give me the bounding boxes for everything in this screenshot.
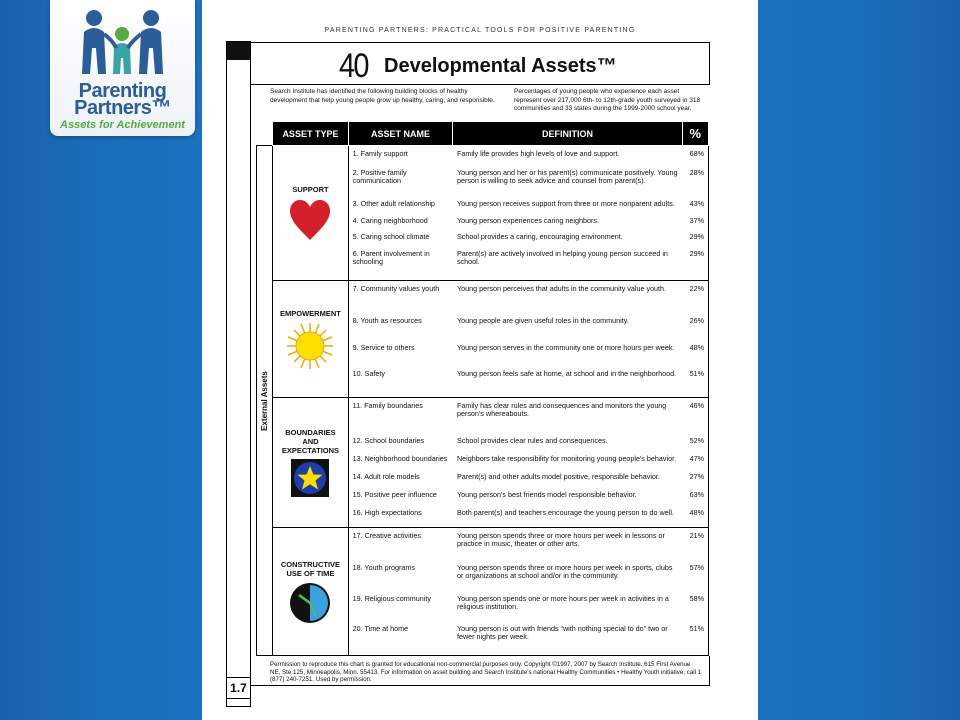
asset-percent: 47%	[682, 454, 709, 472]
asset-definition: School provides a caring, encouraging environment.	[456, 232, 623, 242]
asset-name: 3. Other adult relationship	[352, 198, 435, 208]
logo	[50, 0, 195, 136]
asset-name: 2. Positive family communication	[352, 168, 407, 186]
asset-percent: 46%	[682, 397, 709, 436]
asset-definition: Young person feels safe at home, at school and in the neighborhood.	[456, 369, 677, 379]
asset-name: 14. Adult role models	[352, 471, 420, 481]
title-number: 40	[339, 47, 368, 85]
header-asset-type: ASSET TYPE	[273, 122, 348, 146]
table-row	[257, 281, 709, 317]
asset-type-empowerment	[273, 281, 348, 397]
asset-name: 18. Youth programs	[352, 563, 415, 573]
asset-definition: Parent(s) and other adults model positive, responsible behavior.	[456, 471, 660, 481]
asset-name: 8. Youth as resources	[352, 316, 422, 326]
table-row	[257, 397, 709, 436]
title-box	[251, 42, 710, 85]
intro-left: Search Institute has identified the following building blocks of healthy development that help young people grow up healthy, caring, and responsible.	[270, 88, 495, 104]
asset-name: 5. Caring school climate	[352, 232, 430, 242]
asset-name: 1. Family support	[352, 149, 408, 158]
asset-type-support	[273, 146, 348, 281]
asset-percent: 57%	[682, 563, 709, 593]
asset-definition: Young person serves in the community one or more hours per week.	[456, 342, 675, 352]
header-asset-name: ASSET NAME	[348, 122, 453, 146]
asset-type-label: CONSTRUCTIVE USE OF TIME	[280, 559, 341, 578]
blank-header	[257, 122, 273, 146]
asset-percent: 27%	[682, 472, 709, 490]
heart-icon	[288, 198, 332, 242]
table-row	[257, 527, 709, 563]
asset-name: 15. Positive peer influence	[352, 489, 437, 499]
asset-definition: Young person receives support from three or more nonparent adults.	[456, 198, 675, 208]
assets-table	[256, 121, 709, 656]
asset-definition: Young person spends one or more hours per week in activities in a religious institution.	[456, 593, 669, 611]
side-label: External Assets	[259, 370, 269, 431]
asset-percent: 48%	[682, 343, 709, 369]
asset-percent: 29%	[682, 249, 709, 280]
asset-percent: 52%	[682, 436, 709, 454]
asset-name: 11. Family boundaries	[352, 400, 423, 410]
asset-name: 17. Creative activities	[352, 530, 421, 540]
asset-definition: Young person spends three or more hours per week in sports, clubs or organizations at school and/or in the community.	[456, 563, 673, 581]
sun-icon	[286, 322, 334, 370]
header-percent: %	[682, 122, 709, 146]
asset-definition: Young person experiences caring neighbors.	[456, 215, 599, 225]
asset-percent: 63%	[682, 490, 709, 508]
asset-name: 16. High expectations	[352, 508, 422, 518]
asset-name: 10. Safety	[352, 369, 385, 379]
asset-definition: Young person and her or his parent(s) communicate positively. Young person is willing to seek advice and counsel from parent(s).	[456, 168, 678, 186]
header-definition: DEFINITION	[453, 122, 682, 146]
asset-definition: Young person spends three or more hours per week in lessons or practice in music, theater or other arts.	[456, 530, 665, 548]
logo-tagline: Assets for Achievement	[60, 119, 185, 131]
page-number: 1.7	[226, 677, 251, 699]
asset-percent: 43%	[682, 199, 709, 216]
asset-definition: School provides clear rules and consequences.	[456, 435, 608, 445]
asset-type-boundaries	[273, 397, 348, 527]
asset-definition: Neighbors take responsibility for monitoring young people's behavior.	[456, 453, 677, 463]
asset-definition: Young people are given useful roles in the community.	[456, 316, 629, 326]
clock-icon	[289, 582, 331, 624]
asset-definition: Both parent(s) and teachers encourage the young person to do well.	[456, 508, 674, 518]
asset-type-time	[273, 527, 348, 655]
asset-name: 12. School boundaries	[352, 435, 425, 445]
asset-type-label: BOUNDARIES AND EXPECTATIONS	[281, 428, 340, 456]
asset-percent: 37%	[682, 216, 709, 233]
asset-name: 7. Community values youth	[352, 284, 440, 294]
asset-type-label: SUPPORT	[292, 185, 329, 195]
asset-definition: Family life provides high levels of love and support.	[456, 149, 620, 158]
asset-name: 4. Caring neighborhood	[352, 215, 428, 225]
asset-definition: Young person perceives that adults in the community value youth.	[456, 284, 667, 294]
asset-percent: 21%	[682, 527, 709, 563]
asset-percent: 68%	[682, 146, 709, 169]
asset-name: 9. Service to others	[352, 342, 415, 352]
intro-right: Percentages of young people who experience each asset represent over 217,000 6th- to 12th-grade youth surveyed in 318 communities and 33 states during the 1999-2000 school year.	[514, 88, 701, 113]
logo-word-parenting: Parenting	[78, 80, 167, 102]
asset-name: 13. Neighborhood boundaries	[352, 453, 448, 463]
asset-percent: 26%	[682, 316, 709, 342]
asset-type-label: EMPOWERMENT	[280, 308, 341, 318]
asset-name: 6. Parent involvement in schooling	[352, 249, 430, 267]
logo-word-partners: Partners™	[74, 97, 171, 119]
asset-percent: 22%	[682, 281, 709, 317]
asset-percent: 48%	[682, 508, 709, 527]
asset-name: 19. Religious community	[352, 593, 431, 603]
asset-definition: Young person is out with friends “with nothing special to do” two or fewer nights per week.	[456, 624, 668, 642]
document-page	[202, 0, 758, 720]
asset-percent: 28%	[682, 168, 709, 198]
asset-percent: 29%	[682, 232, 709, 249]
running-head: PARENTING PARTNERS: PRACTICAL TOOLS FOR POSITIVE PARENTING	[324, 27, 636, 34]
star-icon	[291, 459, 329, 497]
family-icon	[80, 8, 165, 78]
left-margin-bar	[226, 41, 251, 707]
asset-percent: 51%	[682, 624, 709, 655]
side-label-cell	[257, 146, 273, 656]
asset-percent: 58%	[682, 594, 709, 624]
asset-definition: Young person's best friends model responsible behavior.	[456, 489, 637, 499]
page-title: Developmental Assets™	[384, 55, 617, 77]
asset-definition: Family has clear rules and consequences and monitors the young person's whereabouts.	[456, 400, 667, 418]
asset-definition: Parent(s) are actively involved in helping young person succeed in school.	[456, 249, 668, 267]
asset-percent: 51%	[682, 369, 709, 397]
table-header-row	[257, 122, 709, 146]
permission-footer: Permission to reproduce this chart is granted for educational non-commercial purposes only. Copyright ©1997, 2007 by Search Institute, 615 First Avenue NE, Ste.125, Minneapolis, Minn. 55413. For information on asset building and Search Institute's national Healthy Communities • Healthy Youth initiative, call 1 (877) 240-7251. Used by permission.	[270, 661, 702, 684]
asset-name: 20. Time at home	[352, 624, 409, 634]
table-row	[257, 146, 709, 169]
